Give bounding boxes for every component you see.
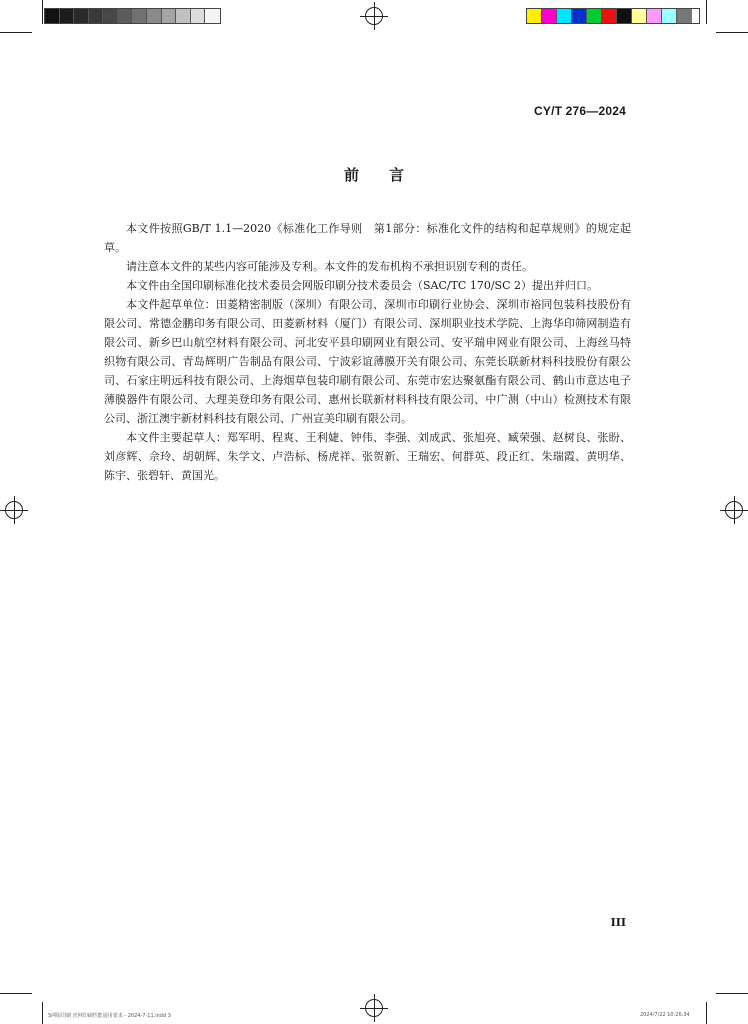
- registration-mark-top-icon: [365, 7, 383, 25]
- gray-swatch: [60, 9, 75, 23]
- color-swatch: [602, 9, 617, 23]
- paragraph-drafters: 本文件主要起草人：郑军明、程爽、王利婕、钟伟、李强、刘成武、张旭亮、臧荣强、赵树良、张盼、刘彦辉、佘玲、胡朝辉、朱学文、卢浩标、杨虎祥、张贺新、王瑞宏、何群英、段正红、朱瑞霞、黄明华、陈宇、张碧轩、黄国光。: [104, 431, 631, 482]
- color-swatch: [572, 9, 587, 23]
- page-number: III: [610, 916, 626, 929]
- foreword-body: [104, 219, 631, 485]
- page-title: 前言: [343, 166, 434, 184]
- slug-timestamp: 2024/7/22 10:26:34: [640, 1012, 690, 1018]
- standard-code: CY/T 276—2024: [534, 104, 626, 118]
- registration-mark-left-icon: [5, 501, 23, 519]
- color-swatch: [542, 9, 557, 23]
- registration-mark-right-icon: [725, 501, 743, 519]
- color-swatch: [557, 9, 572, 23]
- gray-calibration-bar: [44, 8, 221, 24]
- gray-swatch: [74, 9, 89, 23]
- paragraph-drafting-rules: 本文件按照GB/T 1.1—2020《标准化工作导则 第1部分：标准化文件的结构和起草规则》的规定起草。: [104, 222, 631, 254]
- gray-swatch: [45, 9, 60, 23]
- color-swatch: [647, 9, 662, 23]
- gray-swatch: [132, 9, 147, 23]
- color-swatch: [587, 9, 602, 23]
- color-swatch: [617, 9, 632, 23]
- gray-swatch: [162, 9, 177, 23]
- gray-swatch: [118, 9, 133, 23]
- paragraph-patent-notice: 请注意本文件的某些内容可能涉及专利。本文件的发布机构不承担识别专利的责任。: [126, 260, 533, 273]
- gray-swatch: [103, 9, 118, 23]
- registration-mark-bottom-icon: [365, 999, 383, 1017]
- gray-swatch: [89, 9, 104, 23]
- color-swatch: [632, 9, 647, 23]
- paragraph-committee: 本文件由全国印刷标准化技术委员会网版印刷分技术委员会（SAC/TC 170/SC 2）提出并归口。: [126, 279, 598, 292]
- color-swatch: [662, 9, 677, 23]
- gray-swatch: [191, 9, 206, 23]
- color-calibration-bar: [526, 8, 700, 24]
- gray-swatch: [205, 9, 220, 23]
- slug-file-info: S网版印刷 丝网印刷性能通用要求－2024-7-11.indd 3: [48, 1013, 171, 1019]
- gray-swatch: [147, 9, 162, 23]
- gray-swatch: [176, 9, 191, 23]
- color-swatch: [677, 9, 692, 23]
- color-swatch: [527, 9, 542, 23]
- paragraph-drafting-units: 本文件起草单位：田菱精密制版（深圳）有限公司、深圳市印刷行业协会、深圳市裕同包装科技股份有限公司、常德金鹏印务有限公司、田菱新材料（厦门）有限公司、深圳职业技术学院、上海华印筛网制造有限公司、新乡巴山航空材料有限公司、河北安平县印刷网业有限公司、安平瑞申网业有限公司、上海丝马特织物有限公司、青岛辉明广告制品有限公司、宁波彩谊薄膜开关有限公司、东莞长联新材料科技股份有限公司、石家庄明远科技有限公司、上海烟草包装印刷有限公司、东莞市宏达聚氨酯有限公司、鹤山市意达电子薄膜器件有限公司、大理美登印务有限公司、惠州长联新材料科技有限公司、中广测（中山）检测技术有限公司、浙江澳宇新材料科技有限公司、广州宣美印刷有限公司。: [104, 298, 631, 425]
